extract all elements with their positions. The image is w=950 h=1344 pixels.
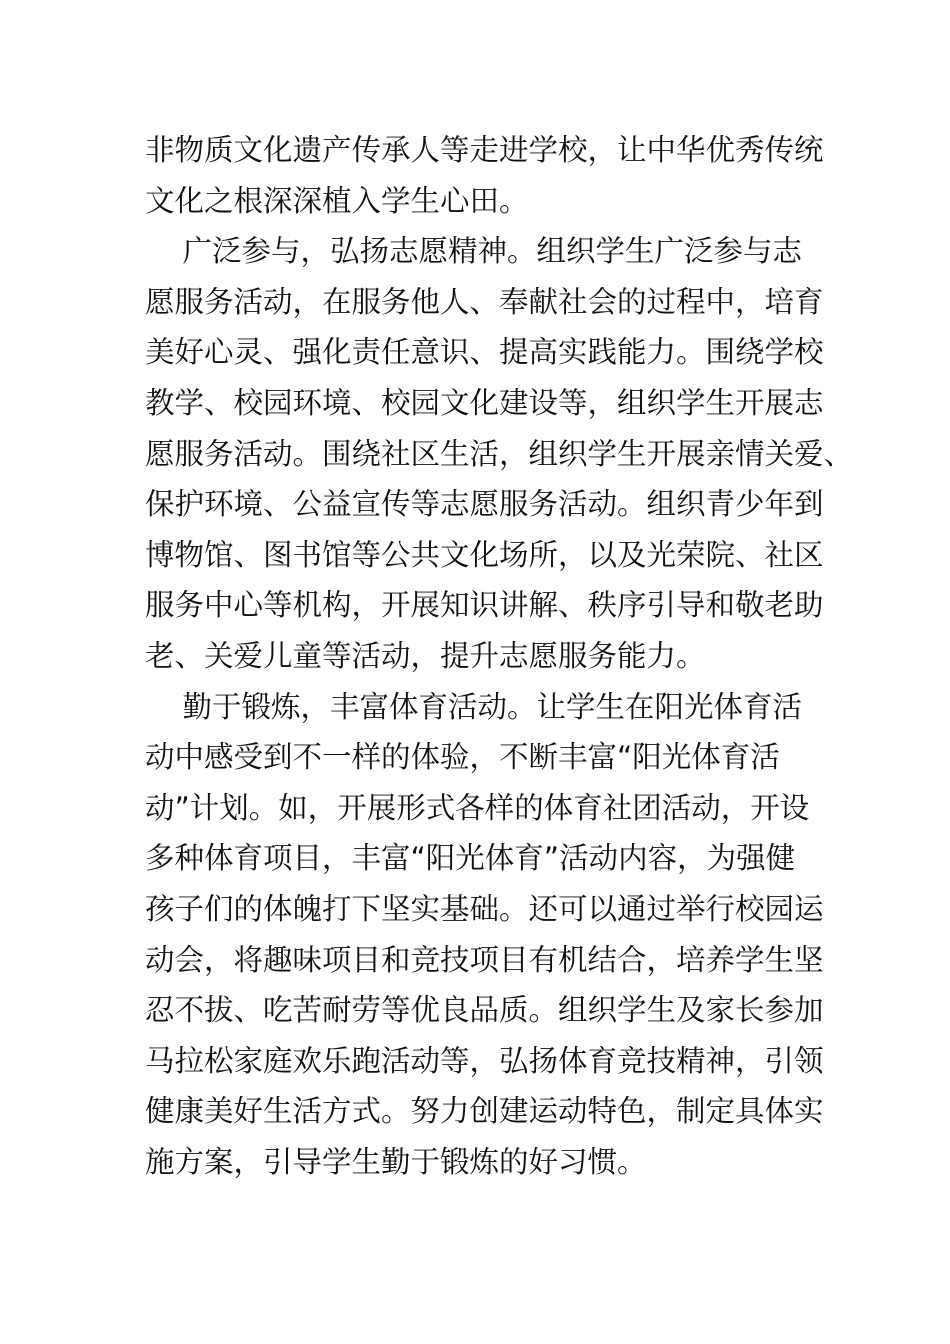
text-line: 愿服务活动，在服务他人、奉献社会的过程中，培育 <box>145 284 824 319</box>
text-line: 愿服务活动。围绕社区生活，组织学生开展亲情关爱、 <box>145 436 854 471</box>
text-line: 动会，将趣味项目和竞技项目有机结合，培养学生坚 <box>145 942 824 977</box>
paragraph-3 <box>145 682 825 1188</box>
text-line: 博物馆、图书馆等公共文化场所，以及光荣院、社区 <box>145 537 824 572</box>
text-line: 动中感受到不一样的体验，不断丰富“阳光体育活 <box>145 740 780 775</box>
text-line: 非物质文化遗产传承人等走进学校，让中华优秀传统 <box>145 133 824 167</box>
text-line: 健康美好生活方式。努力创建运动特色，制定具体实 <box>145 1094 824 1129</box>
document-body <box>145 125 854 1187</box>
text-line: 忍不拔、吃苦耐劳等优良品质。组织学生及家长参加 <box>145 993 824 1028</box>
text-line: 马拉松家庭欢乐跑活动等，弘扬体育竞技精神，引领 <box>145 1043 824 1078</box>
text-line: 孩子们的体魄打下坚实基础。还可以通过举行校园运 <box>145 891 824 926</box>
text-line: 广泛参与，弘扬志愿精神。组织学生广泛参与志 <box>145 234 803 269</box>
paragraph-2 <box>145 226 854 681</box>
text-line: 美好心灵、强化责任意识、提高实践能力。围绕学校 <box>145 335 824 370</box>
text-line: 教学、校园环境、校园文化建设等，组织学生开展志 <box>145 385 824 420</box>
paragraph-1 <box>145 125 825 226</box>
text-line: 文化之根深深植入学生心田。 <box>145 183 529 218</box>
text-line: 施方案，引导学生勤于锻炼的好习惯。 <box>145 1144 647 1179</box>
text-line: 服务中心等机构，开展知识讲解、秩序引导和敬老助 <box>145 588 824 623</box>
text-line: 老、关爱儿童等活动，提升志愿服务能力。 <box>145 638 706 673</box>
text-line: 动”计划。如，开展形式各样的体育社团活动，开设 <box>145 790 810 825</box>
text-line: 保护环境、公益宣传等志愿服务活动。组织青少年到 <box>145 487 824 522</box>
text-line: 多种体育项目，丰富“阳光体育”活动内容，为强健 <box>145 841 796 876</box>
text-line: 勤于锻炼，丰富体育活动。让学生在阳光体育活 <box>145 689 803 724</box>
